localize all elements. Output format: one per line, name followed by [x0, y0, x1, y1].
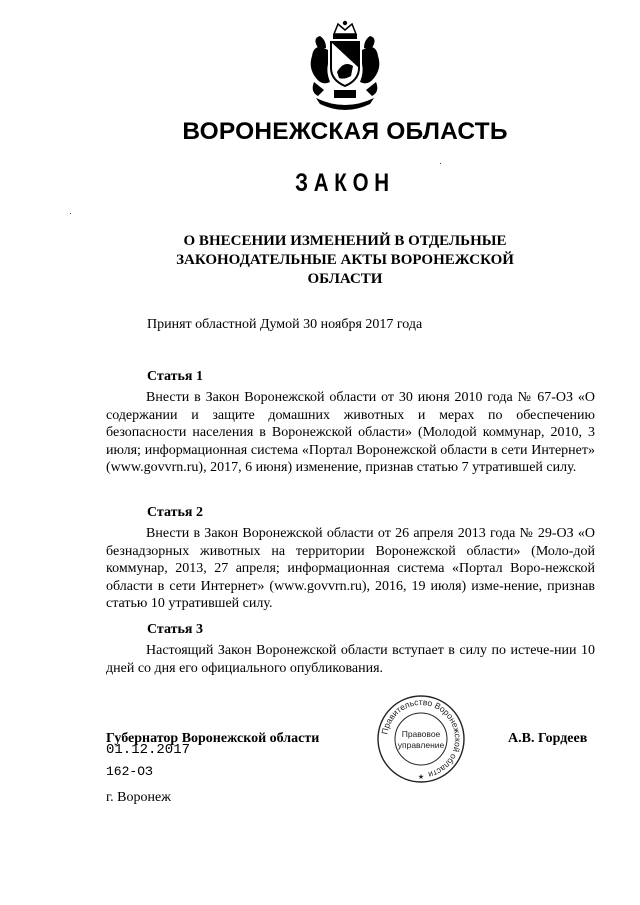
article-3-text: Настоящий Закон Воронежской области вступает в силу по истече-нии 10 дней со дня его официального опубликования.: [106, 643, 595, 676]
scan-speck: [440, 163, 441, 164]
law-title-line: ОБЛАСТИ: [307, 271, 383, 287]
voronezh-coat-of-arms-icon: [304, 20, 386, 112]
stamp-outer-text: Правительство Воронежской области: [379, 696, 464, 781]
article-1-text: Внести в Закон Воронежской области от 30 июня 2010 года № 67-ОЗ «О содержании и защите домашних животных и мерах по обеспечению безопасности населения в Воронежской области» (Молодой коммунар, 2010, 3 июля; информационная система «Портал Воронежской области в сети Интернет» (www.govvrn.ru), 2017, 6 июня) изменение, признав статью 7 утратившей силу.: [106, 390, 595, 476]
stamp-inner-line1: Правовое: [401, 729, 441, 739]
article-2-heading: Статья 2: [147, 505, 203, 520]
article-2-text: Внести в Закон Воронежской области от 26 апреля 2013 года № 29-ОЗ «О безнадзорных животных на территории Воронежской области» (Моло-дой коммунар, 2013, 27 апреля; информационная система «Портал Воро-нежской области в сети Интернет» (www.govvrn.ru), 2016, 19 июля) изме-нение, признав статью 10 утратившей силу.: [106, 526, 595, 612]
stamp-inner-line2: управление: [397, 740, 445, 750]
law-title-line: О ВНЕСЕНИИ ИЗМЕНЕНИЙ В ОТДЕЛЬНЫЕ: [183, 233, 507, 249]
adoption-line: Принят областной Думой 30 ноября 2017 года: [147, 317, 423, 332]
article-1-heading: Статья 1: [147, 369, 203, 384]
scan-speck: [70, 213, 71, 214]
governor-name: А.В. Гордеев: [508, 731, 588, 746]
region-name: ВОРОНЕЖСКАЯ ОБЛАСТЬ: [182, 118, 508, 145]
law-number: 162-ОЗ: [106, 764, 153, 779]
law-title-line: ЗАКОНОДАТЕЛЬНЫЕ АКТЫ ВОРОНЕЖСКОЙ: [176, 252, 514, 268]
law-title: [130, 232, 560, 289]
signing-date: 01.12.2017: [106, 742, 191, 758]
stamp-star-icon: ★: [417, 773, 425, 781]
document-type: ЗАКОН: [295, 169, 395, 197]
official-stamp: [376, 694, 466, 784]
signing-city: г. Воронеж: [106, 790, 171, 805]
governor-position: Губернатор Воронежской области: [106, 731, 320, 746]
article-3-heading: Статья 3: [147, 622, 203, 637]
